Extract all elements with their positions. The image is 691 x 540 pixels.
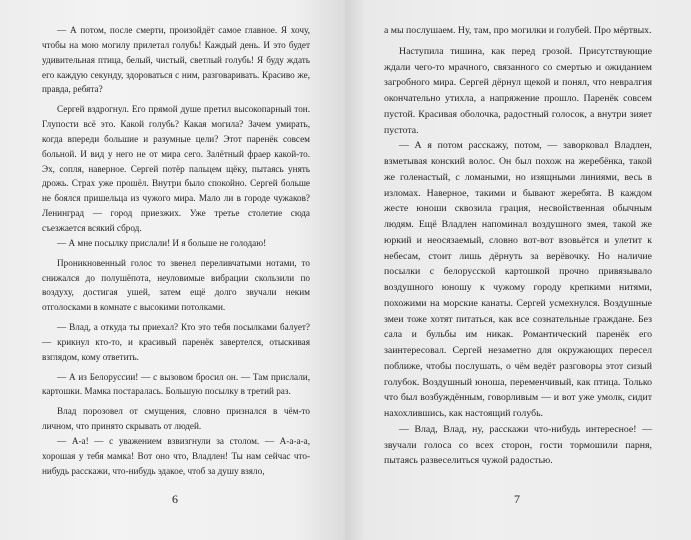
paragraph: Влад порозовел от смущения, словно признался в чём-то личном, что принято скрывать от людей. (42, 406, 310, 432)
paragraph: — А потом, после смерти, произойдёт самое главное. Я хочу, чтобы на мою могилу прилетал голубь! Каждый день. И это будет удивительная птица, белый, чистый, светлый голубь! Я буду ждать его каждую секунду, здороваться с ним, разговаривать. Красиво же, правда, ребята? (42, 25, 310, 95)
paragraph: Наступила тишина, как перед грозой. Присутствующие ждали чего-то мрачного, связанного со смертью и ожиданием загробного мира. Сергей дёрнул щекой и понял, что невралгия окончательно утихла, а напряжение прошло. Паренёк совсем пустой. Красивая оболочка, радостный голосок, а внутри зияет пустота. (384, 45, 652, 136)
paragraph: — А мне посылку прислали! И я больше не голодаю! (57, 237, 267, 248)
paragraph: Сергей вздрогнул. Его прямой душе претил высокопарный тон. Глупости всё это. Какой голубь? Какая могила? Зачем умирать, когда впереди большие и разумные цели? Этот паренёк совсем больной. И вид у него не от мира сего. Залётный фраер какой-то. Эх, сопля, наверное. Сергей потёр пальцем щёку, пытаясь унять дрожь. Страх уже прошёл. Внутри было спокойно. Сергей больше не боялся пришельца из чужого мира. Мало ли в городе чужаков? Ленинград — город приезжих. Уже третье столетие сюда съезжается всякий сброд. (42, 104, 310, 233)
paragraph: — А я потом расскажу, потом, — заворковал Владлен, взметывая конский волос. Он был похож на жеребёнка, такой же голенастый, с ломаными, но изящными линиями, весь в изломах. Наверное, такими и бывают жеребята. В каждом жесте юноши сквозила грация, несвойственная обычным людям. Ещё Владлен напоминал воздушного змея, такой же юркий и неосязаемый, словно вот-вот взовьётся и улетит к небесам, стоит лишь дёрнуть за верёвочку. Но наличие посылки с белорусской картошкой прочно привязывало воздушного юношу к чужому городу крепкими нитями, похожими на морские канаты. Сергей усмехнулся. Воздушные змеи тоже хотят питаться, как все сознательные граждане. Без сала и бульбы им никак. Романтический паренёк его заинтересовал. Сергей незаметно для окружающих пересел поближе, чтобы послушать, о чём ведёт разговоры этот сизый голубок. Воздушный юноша, переменчивый, как птица. Только что был возбуждённым, говорливым — и вот уже умолк, сидит нахохлившись, как настоящий голубь. (384, 140, 652, 419)
page-number: 6 (172, 492, 178, 506)
paragraph: а мы послушаем. Ну, там, про могилки и голубей. Про мёртвых. (384, 25, 652, 36)
right-page-text (384, 23, 652, 469)
right-page (345, 0, 691, 540)
left-page (0, 0, 345, 540)
paragraph: — А-а! — с уважением взвизгнули за столом. — А-а-а-а, хорошая у тебя мамка! Вот оно что, Владлен! Ты нам сейчас что-нибудь расскажи, что-нибудь эдакое, чтоб за душу взяло, (42, 435, 310, 476)
left-page-text (42, 23, 310, 478)
paragraph: — Влад, Влад, ну, расскажи что-нибудь интересное! — звучали голоса со всех сторон, гости тормошили парня, пытаясь развеселиться чужой радостью. (384, 423, 652, 467)
page-number: 7 (514, 492, 520, 506)
paragraph: — А из Белоруссии! — с вызовом бросил он. — Там прислали, картошки. Мамка постаралась. Большую посылку в третий раз. (42, 371, 310, 397)
paragraph: Проникновенный голос то звенел переливчатыми нотами, то снижался до полушёпота, неуловимые вибрации скользили по воздуху, достигая ушей, затем ещё долго звучали неким отголосками в комнате с высокими потолками. (42, 257, 310, 313)
paragraph: — Влад, а откуда ты приехал? Кто это тебя посылками балует? — крикнул кто-то, и красивый паренёк завертелся, отыскивая взглядом, кому ответить. (42, 322, 310, 362)
